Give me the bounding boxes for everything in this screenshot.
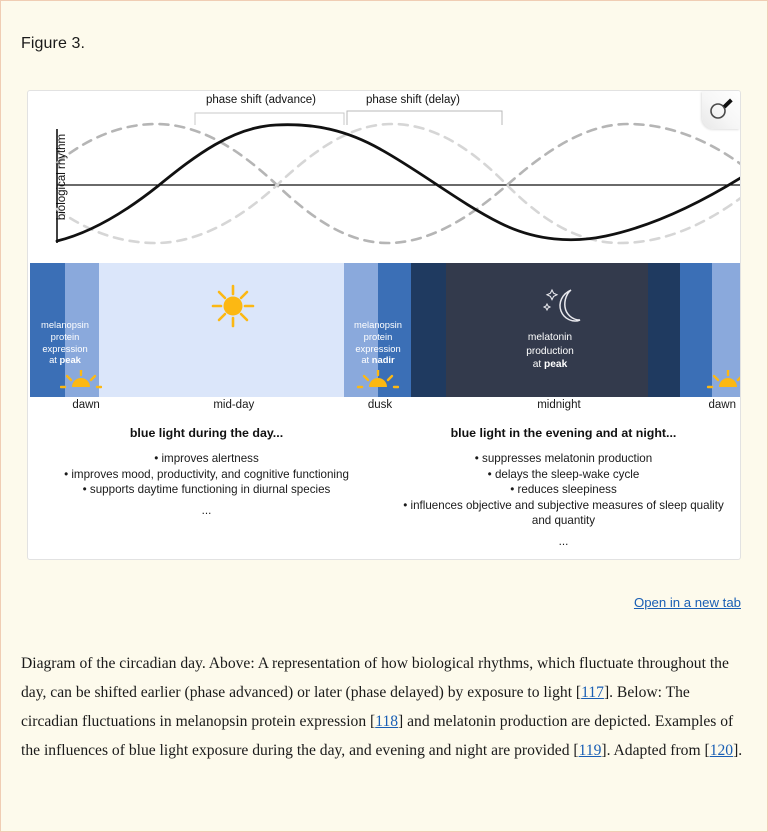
list-item: • suppresses melatonin production (474, 452, 653, 465)
sunrise-icon-dawn-left (60, 370, 102, 397)
figure-caption (21, 649, 747, 765)
moon-stars-icon (538, 285, 584, 334)
sunrise-icon-dusk (357, 370, 399, 397)
sun-icon (211, 284, 255, 333)
note-line-3-prefix: at (532, 359, 545, 370)
benefit-columns (28, 426, 741, 548)
note-line-1: melanopsin (354, 319, 402, 330)
column-ellipsis: ... (558, 534, 569, 548)
note-line-2: protein (50, 330, 80, 342)
list-item: • reduces sleepiness (510, 483, 617, 497)
magnifier-icon[interactable] (702, 91, 740, 129)
list-item: • influences objective and subjective measures of sleep quality and quantity (403, 498, 724, 528)
note-line-3: expression (42, 342, 88, 354)
axis-tick-dawn-left: dawn (72, 399, 100, 411)
note-line-2: protein (363, 330, 393, 342)
bracket-advance (195, 113, 344, 125)
reference-curve (57, 125, 741, 241)
y-axis-label: biological rhythm (56, 133, 68, 221)
bracket-label-advance: phase shift (advance) (206, 94, 316, 106)
column-evening (385, 426, 741, 548)
band-predawn-navy (648, 263, 680, 397)
figure-card[interactable] (27, 90, 741, 560)
axis-tick-midnight: midnight (537, 399, 581, 411)
sunrise-icon-dawn-right (707, 370, 741, 397)
citation-link-118[interactable]: 118 (375, 713, 399, 730)
caption-text-4: ]. Adapted from [ (601, 742, 710, 759)
note-line-4-bold: nadir (371, 354, 395, 366)
column-daytime (28, 426, 385, 548)
caption-text-1: Diagram of the circadian day. Above: A representation of how biological rhythms, which fluctuate throughout the day, can be shifted earlier (phase advanced) or later (phase delayed) by exposure to light [ (21, 655, 729, 701)
bullet-list (40, 451, 373, 498)
caption-text-5: ]. (733, 742, 743, 759)
axis-tick-dusk: dusk (367, 399, 393, 411)
caption-text-3: ] and melatonin production are depicted. Examples of the influences of blue light exposure during the day, and evening and night are provided [ (21, 713, 734, 759)
column-heading: blue light in the evening and at night... (450, 426, 677, 440)
note-line-3: expression (355, 342, 401, 354)
rhythm-plot-svg (28, 91, 741, 263)
citation-link-117[interactable]: 117 (581, 684, 604, 701)
list-item: • improves alertness (154, 452, 259, 465)
citation-link-120[interactable]: 120 (709, 742, 734, 759)
note-line-1: melanopsin (41, 319, 89, 330)
note-line-2: production (526, 345, 574, 357)
caption-text-2: ]. Below: The circadian fluctuations in melanopsin protein expression [ (21, 684, 690, 730)
note-line-4-prefix: at (49, 354, 60, 366)
axis-tick-labels (30, 399, 740, 421)
note-line-1: melatonin (527, 332, 573, 343)
column-ellipsis: ... (201, 503, 212, 517)
list-item: • supports daytime functioning in diurnal species (82, 483, 331, 497)
column-heading: blue light during the day... (129, 426, 284, 440)
axis-tick-midday: mid-day (213, 399, 255, 411)
bracket-delay (347, 111, 502, 125)
bullet-list (397, 451, 730, 529)
note-line-4-bold: peak (59, 354, 81, 366)
note-line-3-bold: peak (544, 359, 568, 370)
note-line-4-prefix: at (361, 354, 372, 366)
axis-tick-dawn-right: dawn (708, 399, 736, 411)
rhythm-plot (28, 91, 741, 263)
list-item: • delays the sleep-wake cycle (487, 467, 640, 481)
list-item: • improves mood, productivity, and cognitive functioning (64, 467, 349, 481)
open-in-new-tab-link[interactable]: Open in a new tab (633, 595, 741, 610)
figure-title: Figure 3. (21, 35, 86, 52)
circadian-bands (30, 263, 740, 397)
bracket-label-delay: phase shift (delay) (366, 94, 460, 106)
band-twilight (411, 263, 446, 397)
citation-link-119[interactable]: 119 (578, 742, 602, 759)
